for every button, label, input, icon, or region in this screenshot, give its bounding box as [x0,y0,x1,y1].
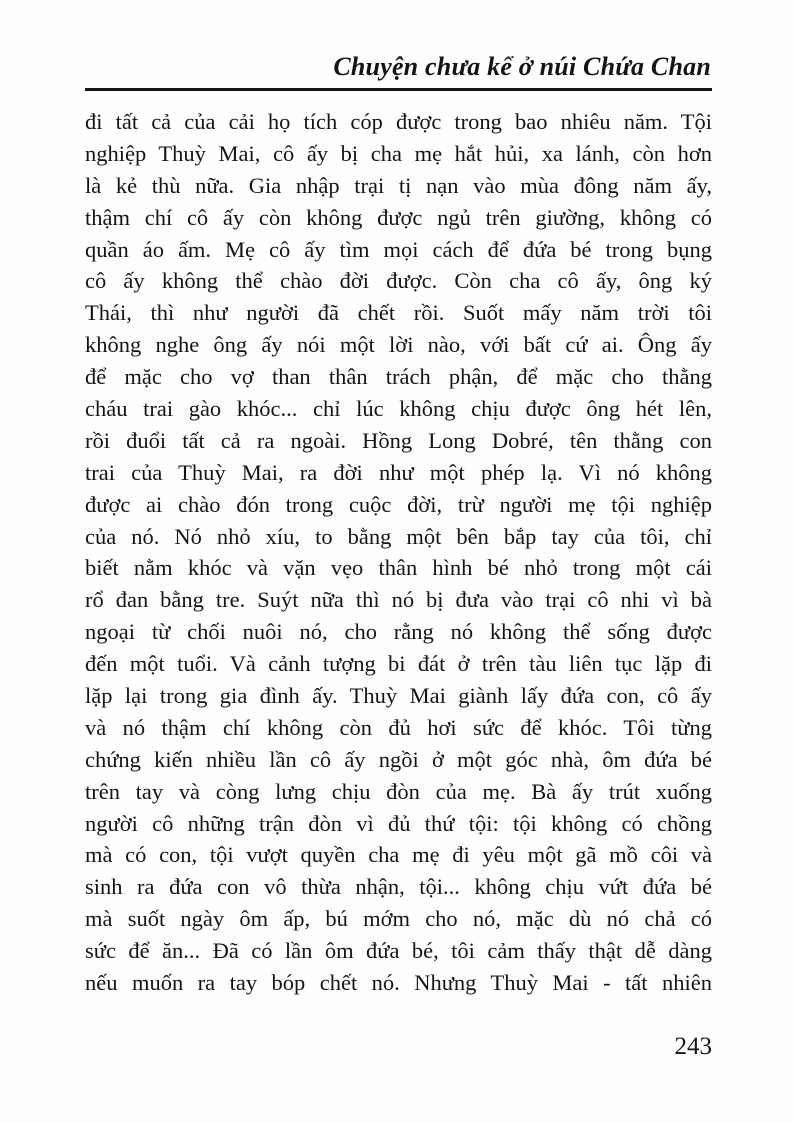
text-line: sức để ăn... Đã có lần ôm đứa bé, tôi cảm thấy thật dễ dàng [85,938,712,964]
text-line: người cô những trận đòn vì đủ thứ tội: tội không có chồng [85,810,712,836]
text-line: là kẻ thù nữa. Gia nhập trại tị nạn vào mùa đông năm ấy, [85,172,712,198]
text-line: của nó. Nó nhỏ xíu, to bằng một bên bắp tay của tôi, chỉ [85,523,712,549]
header-rule [85,88,712,91]
page-body-text [85,106,712,999]
text-line: rổ đan bằng tre. Suýt nữa thì nó bị đưa vào trại cô nhi vì bà [85,587,712,613]
text-line: nghiệp Thuỳ Mai, cô ấy bị cha mẹ hắt hủi, xa lánh, còn hơn [85,140,712,166]
text-line: biết nằm khóc và vặn vẹo thân hình bé nhỏ trong một cái [85,555,712,581]
text-line: lặp lại trong gia đình ấy. Thuỳ Mai giành lấy đứa con, cô ấy [85,683,712,709]
text-line: trên tay và còng lưng chịu đòn của mẹ. Bà ấy trút xuống [85,778,712,804]
running-header-title: Chuyện chưa kể ở núi Chứa Chan [333,52,711,81]
text-line: quần áo ấm. Mẹ cô ấy tìm mọi cách để đứa bé trong bụng [85,236,712,262]
text-line: cô ấy không thể chào đời được. Còn cha cô ấy, ông ký [85,268,712,294]
text-line: nếu muốn ra tay bóp chết nó. Nhưng Thuỳ Mai - tất nhiên [85,970,712,996]
text-line: thậm chí cô ấy còn không được ngủ trên giường, không có [85,204,712,230]
text-line: đến một tuổi. Và cảnh tượng bi đát ở trên tàu liên tục lặp đi [85,651,712,677]
text-line: mà có con, tội vượt quyền cha mẹ đi yêu một gã mồ côi và [85,842,712,868]
text-line: và nó thậm chí không còn đủ hơi sức để khóc. Tôi từng [85,714,712,740]
text-line: mà suốt ngày ôm ấp, bú mớm cho nó, mặc dù nó chả có [85,906,712,932]
text-line: cháu trai gào khóc... chỉ lúc không chịu được ông hét lên, [85,396,712,422]
text-line: để mặc cho vợ than thân trách phận, để mặc cho thằng [85,364,712,390]
text-line: sinh ra đứa con vô thừa nhận, tội... không chịu vứt đứa bé [85,874,712,900]
text-line: Thái, thì như người đã chết rồi. Suốt mấy năm trời tôi [85,300,712,326]
text-line: ngoại từ chối nuôi nó, cho rằng nó không thể sống được [85,619,712,645]
text-line: được ai chào đón trong cuộc đời, trừ người mẹ tội nghiệp [85,491,712,517]
text-line: chứng kiến nhiều lần cô ấy ngồi ở một góc nhà, ôm đứa bé [85,746,712,772]
text-line: rồi đuổi tất cả ra ngoài. Hồng Long Dobré, tên thằng con [85,427,712,453]
text-line: đi tất cả của cải họ tích cóp được trong bao nhiêu năm. Tội [85,109,712,134]
text-line: trai của Thuỳ Mai, ra đời như một phép lạ. Vì nó không [85,459,712,485]
page-number: 243 [674,1033,712,1060]
text-line: không nghe ông ấy nói một lời nào, với bất cứ ai. Ông ấy [85,332,712,358]
